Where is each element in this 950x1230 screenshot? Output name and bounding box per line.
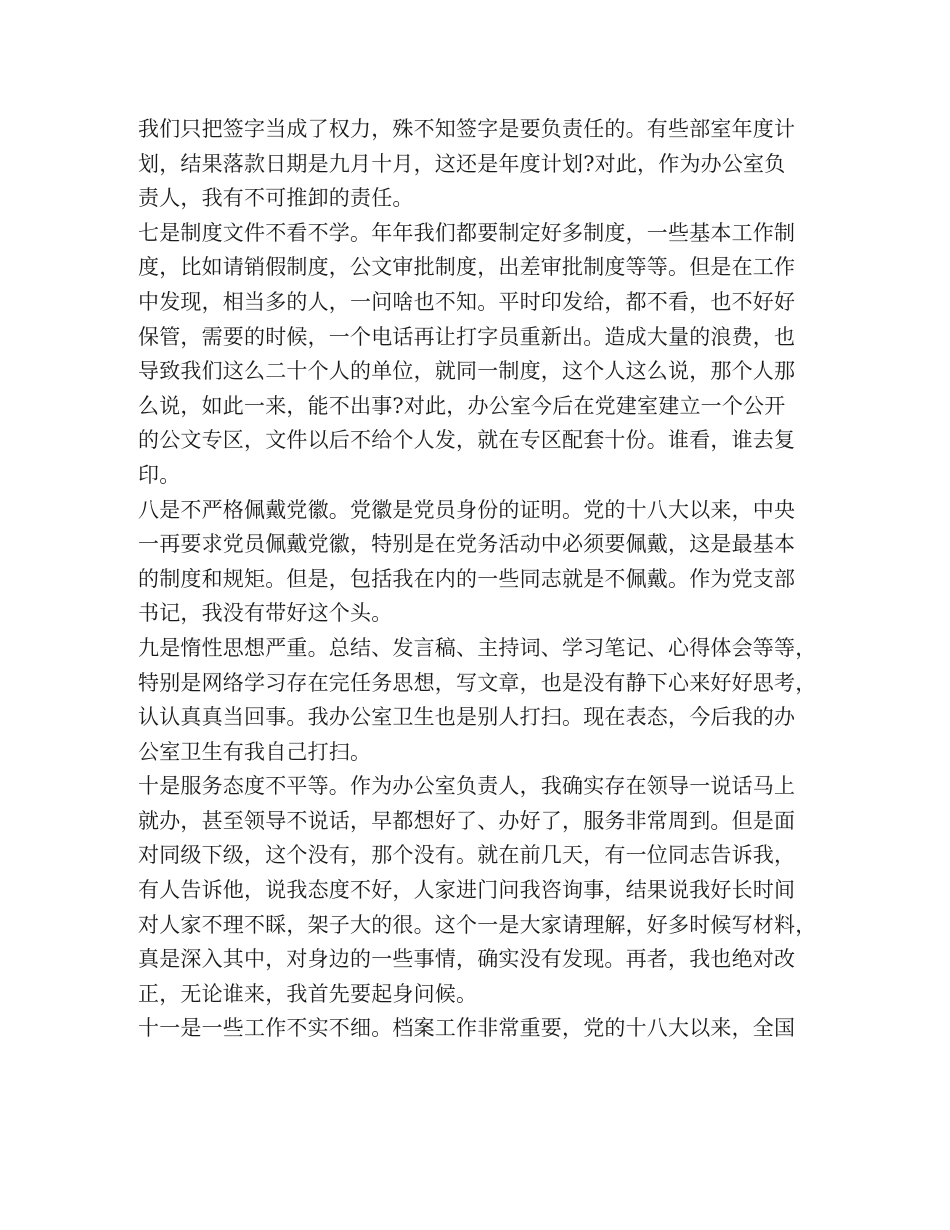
text-line: 公室卫生有我自己打扫。	[138, 739, 372, 764]
text-line: 对人家不理不睬，架子大的很。这个一是大家请理解，好多时候写材料，	[138, 912, 817, 937]
document-body	[138, 112, 818, 1046]
text-line: 九是惰性思想严重。总结、发言稿、主持词、学习笔记、心得体会等等，	[138, 635, 817, 660]
text-line: 么说，如此一来，能不出事?对此，办公室今后在党建室建立一个公开	[138, 393, 786, 418]
text-line: 划，结果落款日期是九月十月，这还是年度计划?对此，作为办公室负	[138, 151, 786, 176]
text-line: 责人，我有不可推卸的责任。	[138, 186, 414, 211]
text-line: 书记，我没有带好这个头。	[138, 601, 393, 626]
text-line: 印。	[138, 462, 181, 487]
text-line: 认认真真当回事。我办公室卫生也是别人打扫。现在表态，今后我的办	[138, 705, 796, 730]
text-line: 一再要求党员佩戴党徽，特别是在党务活动中必须要佩戴，这是最基本	[138, 532, 796, 557]
text-line: 对同级下级，这个没有，那个没有。就在前几天，有一位同志告诉我，	[138, 843, 796, 868]
text-line: 度，比如请销假制度，公文审批制度，出差审批制度等等。但是在工作	[138, 255, 796, 280]
text-line: 八是不严格佩戴党徽。党徽是党员身份的证明。党的十八大以来，中央	[138, 497, 796, 522]
text-line: 就办，甚至领导不说话，早都想好了、办好了，服务非常周到。但是面	[138, 808, 796, 833]
text-line: 正，无论谁来，我首先要起身问候。	[138, 981, 478, 1006]
text-line: 十是服务态度不平等。作为办公室负责人，我确实存在领导一说话马上	[138, 774, 796, 799]
text-line: 保管，需要的时候，一个电话再让打字员重新出。造成大量的浪费，也	[138, 324, 796, 349]
text-line: 七是制度文件不看不学。年年我们都要制定好多制度，一些基本工作制	[138, 220, 796, 245]
text-line: 导致我们这么二十个人的单位，就同一制度，这个人这么说，那个人那	[138, 359, 796, 384]
text-line: 中发现，相当多的人，一问啥也不知。平时印发给，都不看，也不好好	[138, 289, 796, 314]
text-line: 有人告诉他，说我态度不好，人家进门问我咨询事，结果说我好长时间	[138, 878, 796, 903]
text-line: 特别是网络学习存在完任务思想，写文章，也是没有静下心来好好思考，	[138, 670, 817, 695]
text-line: 的公文专区，文件以后不给个人发，就在专区配套十份。谁看，谁去复	[138, 428, 796, 453]
text-line: 真是深入其中，对身边的一些事情，确实没有发现。再者，我也绝对改	[138, 947, 796, 972]
text-line: 十一是一些工作不实不细。档案工作非常重要，党的十八大以来，全国	[138, 1016, 796, 1041]
text-line: 我们只把签字当成了权力，殊不知签字是要负责任的。有些部室年度计	[138, 117, 796, 141]
text-line: 的制度和规矩。但是，包括我在内的一些同志就是不佩戴。作为党支部	[138, 566, 796, 591]
